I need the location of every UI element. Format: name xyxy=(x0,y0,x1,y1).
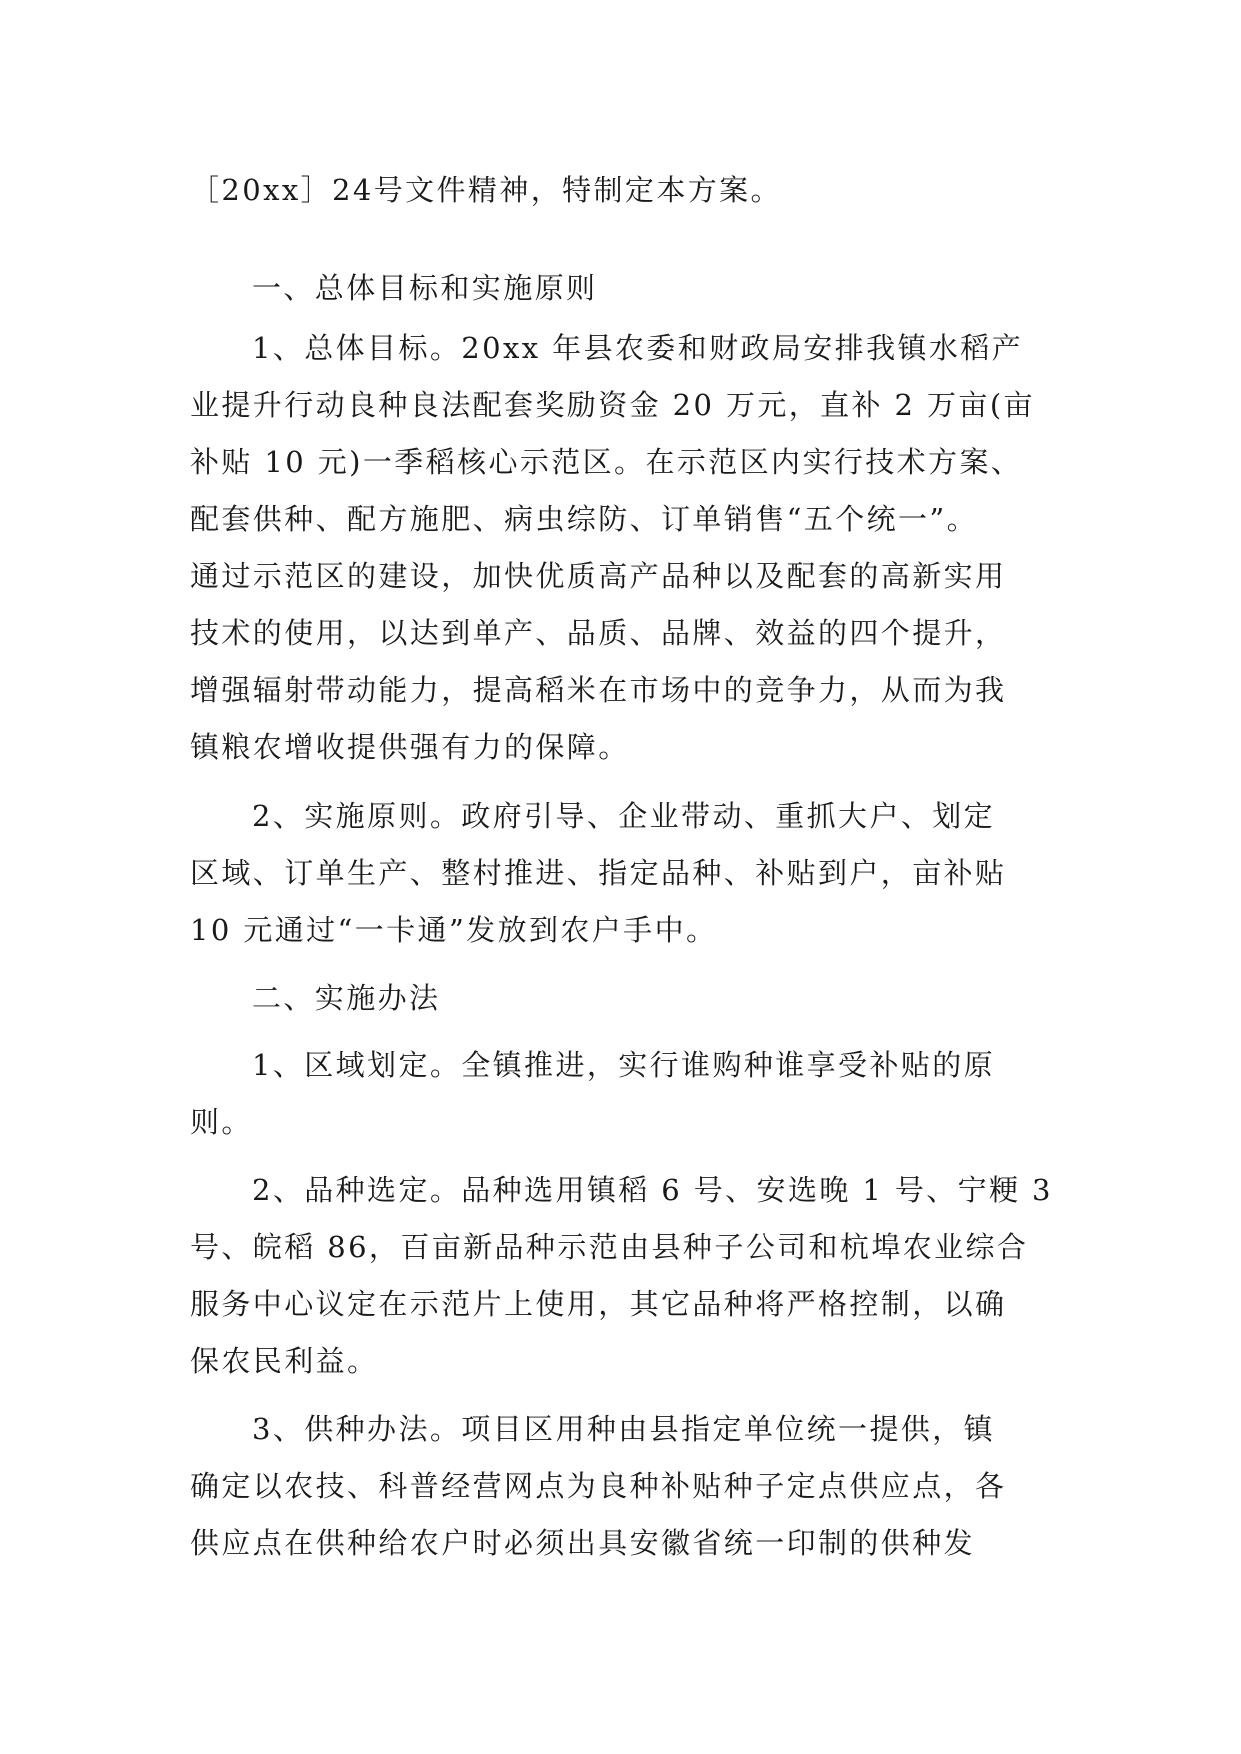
text-line: 补贴 10 元)一季稻核心示范区。在示范区内实行技术方案、 xyxy=(190,445,1023,479)
text-line: 镇粮农增收提供强有力的保障。 xyxy=(190,730,630,764)
text-line: 配套供种、配方施肥、病虫综防、订单销售“五个统一”。 xyxy=(190,502,979,536)
text-line: 供应点在供种给农户时必须出具安徽省统一印制的供种发 xyxy=(190,1526,976,1560)
text-line: 增强辐射带动能力，提高稻米在市场中的竞争力，从而为我 xyxy=(190,673,1007,707)
text-line: 区域、订单生产、整村推进、指定品种、补贴到户，亩补贴 xyxy=(190,856,1007,890)
text-line: 通过示范区的建设，加快优质高产品种以及配套的高新实用 xyxy=(190,559,1007,593)
section-heading: 一、总体目标和实施原则 xyxy=(252,271,598,305)
section-heading: 二、实施办法 xyxy=(252,981,441,1015)
text-line: 1、区域划定。全镇推进，实行谁购种谁享受补贴的原 xyxy=(252,1048,996,1082)
text-line: 号、皖稻 86，百亩新品种示范由县种子公司和杭埠农业综合 xyxy=(190,1230,1029,1264)
text-line: 业提升行动良种良法配套奖励资金 20 万元，直补 2 万亩(亩 xyxy=(190,388,1035,422)
text-line: 3、供种办法。项目区用种由县指定单位统一提供，镇 xyxy=(252,1412,996,1446)
text-line: ［20xx］24号文件精神，特制定本方案。 xyxy=(190,173,782,207)
text-line: 2、品种选定。品种选用镇稻 6 号、安选晚 1 号、宁粳 3 xyxy=(252,1173,1053,1207)
text-line: 保农民利益。 xyxy=(190,1344,379,1378)
text-line: 则。 xyxy=(190,1105,253,1139)
text-line: 服务中心议定在示范片上使用，其它品种将严格控制，以确 xyxy=(190,1287,1007,1321)
text-line: 技术的使用，以达到单产、品质、品牌、效益的四个提升， xyxy=(190,616,1007,650)
text-line: 确定以农技、科普经营网点为良种补贴种子定点供应点，各 xyxy=(190,1469,1007,1503)
text-line: 2、实施原则。政府引导、企业带动、重抓大户、划定 xyxy=(252,799,996,833)
text-line: 1、总体目标。20xx 年县农委和财政局安排我镇水稻产 xyxy=(252,331,1024,365)
text-line: 10 元通过“一卡通”发放到农户手中。 xyxy=(190,913,718,947)
